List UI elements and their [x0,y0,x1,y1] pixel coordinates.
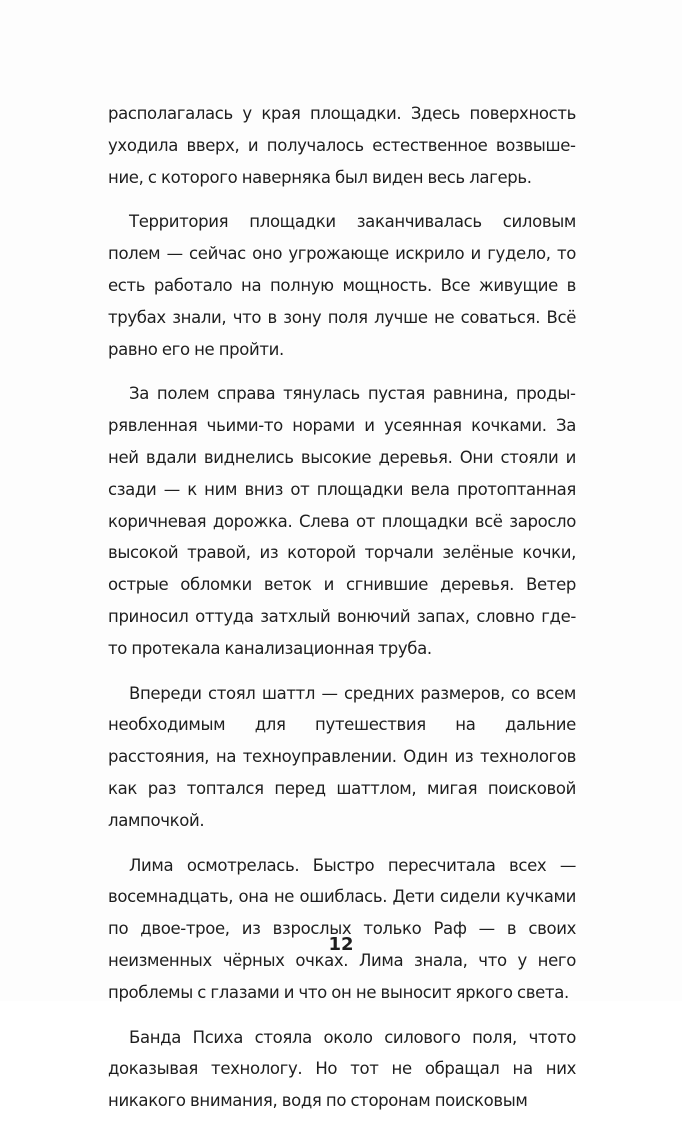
paragraph-1: располагалась у края площадки. Здесь поверхность уходила вверх, и получалось естественное возвышение, с которого наверняка был виден весь лагерь. [108,104,576,187]
paragraph-3: За полем справа тянулась пустая равнина, продырявленная чьими-то норами и усеянная кочками. За ней вдали виднелись высокие деревья. Они стояли и сзади — к ним вниз от площадки вела протоптанная коричневая дорожка. Слева от площадки всё заросло высокой травой, из которой торчали зелёные кочки, острые обломки веток и сгнившие деревья. Ветер приносил оттуда затхлый вонючий запах, словно где-то протекала канализационная труба. [108,384,576,658]
paragraph-4: Впереди стоял шаттл — средних размеров, со всем необходимым для путешествия на дальние расстояния, на техноуправлении. Один из технологов как раз топтался перед шаттлом, мигая поисковой лампочкой. [108,683,576,830]
paragraph-5: Лима осмотрелась. Быстро пересчитала всех — восемнадцать, она не ошиблась. Дети сидели кучками по двое-трое, из взрослых только Раф — в своих неизменных чёрных очках. Лима знала, что у него проблемы с глазами и что он не выносит яркого света. [108,855,576,1002]
page-text [108,98,576,1130]
page-number: 12 [328,934,354,955]
paragraph-6: Банда Психа стояла около силового поля, чтото доказывая технологу. Но тот не обращал на них никакого внимания, водя по сторонам поисковым [108,1027,576,1111]
paragraph-2: Территория площадки заканчивалась силовым полем — сейчас оно угрожающе искрило и гудело, то есть работало на полную мощность. Все живущие в трубах знали, что в зону поля лучше не соваться. Всё равно его не пройти. [108,212,576,359]
